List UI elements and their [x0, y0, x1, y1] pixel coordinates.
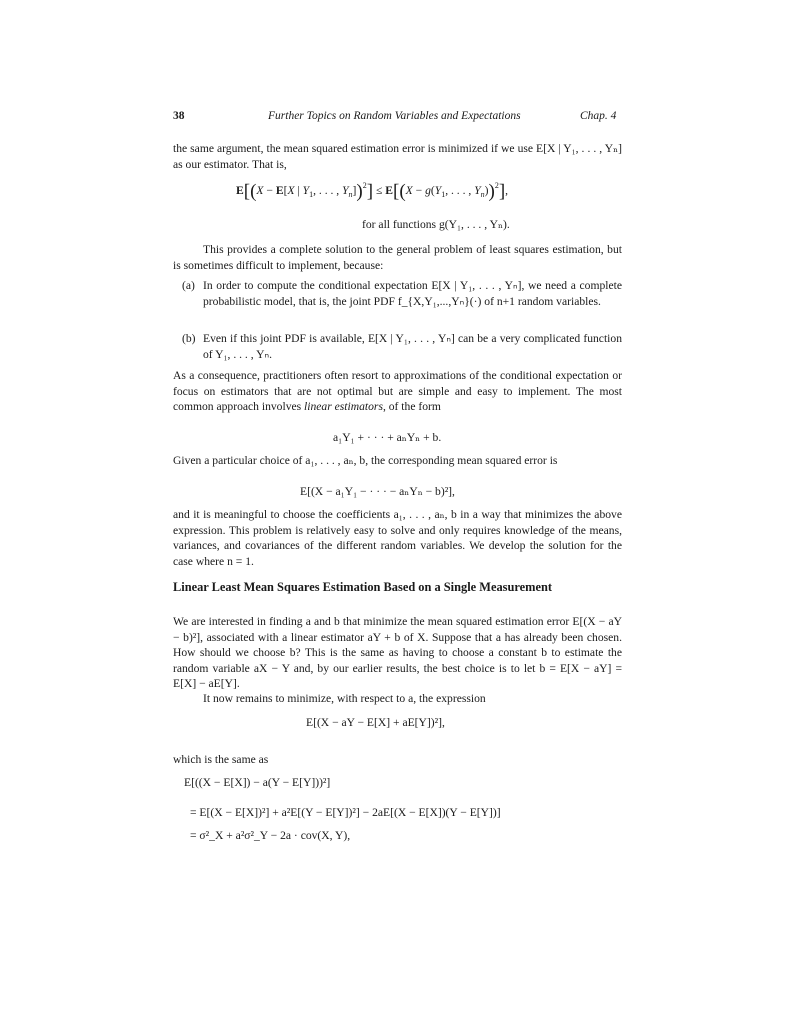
equation-2: a₁Y₁ + · · · + aₙYₙ + b. [333, 431, 442, 444]
paragraph-4: Given a particular choice of a₁, . . . , aₙ, b, the corresponding mean squared error is [173, 454, 558, 467]
equation-5-line-3: = σ²_X + a²σ²_Y − 2a · cov(X, Y), [190, 829, 351, 842]
emphasis-linear-estimators: linear estimators [304, 400, 383, 414]
list-item-b-text: Even if this joint PDF is available, E[X | Y₁, . . . , Yₙ] can be a very complicated function of Y₁, . . . , Yₙ. [203, 332, 622, 361]
paragraph-6: We are interested in finding a and b that minimize the mean squared estimation error E[(X − aY − b)²], associated with a linear estimator aY + b of X. Suppose that a has already been chosen. How should we choose b? This is the same as having to choose a constant b to estimate the random variable aX − Y and, by our earlier results, the best choice is to let b = E[X − aY] = E[X] − aE[Y]. [173, 615, 622, 691]
paragraph-8: which is the same as [173, 753, 269, 766]
equation-3: E[(X − a₁Y₁ − · · · − aₙYₙ − b)²], [300, 485, 455, 498]
chapter-label: Chap. 4 [580, 110, 617, 122]
paragraph-7: It now remains to minimize, with respect to a, the expression [203, 692, 486, 705]
paragraph-3: As a consequence, practitioners often resort to approximations of the conditional expectation or focus on estimators that are not optimal but are simple and easy to implement. The most common approach involves linear estimators, of the form [173, 369, 622, 414]
equation-5-line-2: = E[(X − E[X])²] + a²E[(Y − E[Y])²] − 2aE[(X − E[X])(Y − E[Y])] [190, 806, 501, 819]
list-item-b [182, 331, 622, 362]
list-item-a-text: In order to compute the conditional expectation E[X | Y₁, . . . , Yₙ], we need a complete probabilistic model, that is, the joint PDF f_{X,Y₁,...,Yₙ}(·) of n+1 random variables. [203, 279, 622, 308]
page-number: 38 [173, 110, 185, 122]
list-item-a-label: (a) [182, 279, 195, 292]
section-heading: Linear Least Mean Squares Estimation Based on a Single Measurement [173, 580, 552, 594]
list-item-a [182, 278, 622, 309]
running-title: Further Topics on Random Variables and Expectations [268, 110, 521, 122]
equation-4: E[(X − aY − E[X] + aE[Y])²], [306, 716, 445, 729]
equation-1-condition: for all functions g(Y₁, . . . , Yₙ). [362, 218, 510, 231]
paragraph-2: This provides a complete solution to the general problem of least squares estimation, but is sometimes difficult to implement, because: [173, 243, 622, 272]
paragraph-1: the same argument, the mean squared estimation error is minimized if we use E[X | Y₁, . . . , Yₙ] as our estimator. That is, [173, 142, 622, 171]
list-item-b-label: (b) [182, 332, 196, 345]
paragraph-5: and it is meaningful to choose the coefficients a₁, . . . , aₙ, b in a way that minimizes the above expression. This problem is relatively easy to solve and only requires knowledge of the means, variances, and covariances of the different random variables. We develop the solution for the case where n = 1. [173, 508, 622, 568]
equation-5-line-1: E[((X − E[X]) − a(Y − E[Y]))²] [184, 776, 331, 789]
equation-1: E[(X − E[X | $Y_1$, . . . , $Y_n])^2] \le E[(X - g(Y_1$, . . . , $Y_n))^2$], [236, 181, 509, 202]
